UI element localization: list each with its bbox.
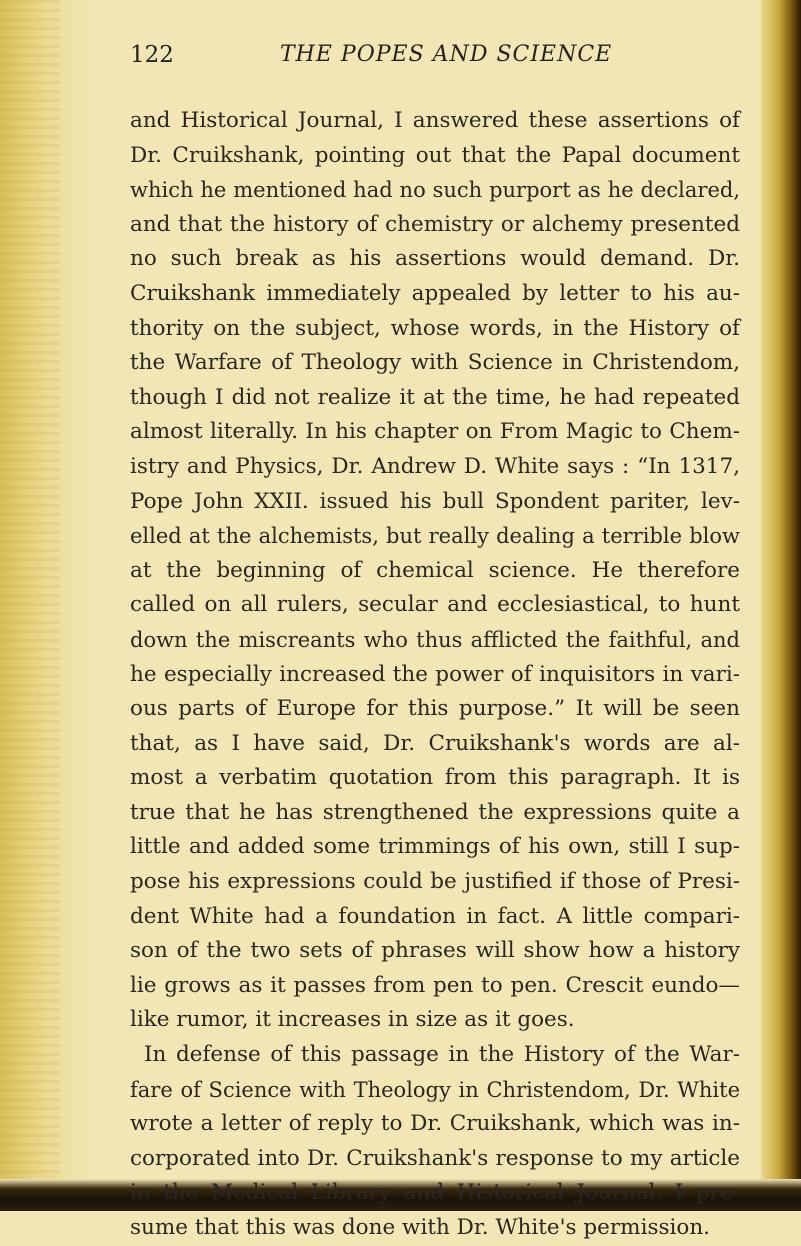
- text-line: istry and Physics, Dr. Andrew D. White says : “In 1317,: [130, 453, 740, 479]
- text-line: true that he has strengthened the expressions quite a: [130, 799, 740, 825]
- text-line: though I did not realize it at the time, he had repeated: [130, 384, 740, 410]
- book-spine-edge: [761, 0, 801, 1211]
- text-line: like rumor, it increases in size as it goes.: [130, 1007, 575, 1033]
- text-line: he especially increased the power of inquisitors in vari-: [130, 661, 740, 687]
- text-line: and that the history of chemistry or alchemy presented: [130, 211, 740, 237]
- text-line: little and added some trimmings of his own, still I sup-: [130, 834, 740, 860]
- text-line: wrote a letter of reply to Dr. Cruikshank, which was in-: [130, 1111, 740, 1137]
- page-header: [130, 42, 730, 76]
- text-line: called on all rulers, secular and ecclesiastical, to hunt: [130, 592, 740, 618]
- text-line: and Historical Journal, I answered these assertions of: [130, 108, 740, 133]
- text-line: In defense of this passage in the History of the War-: [144, 1042, 740, 1068]
- text-line: dent White had a foundation in fact. A little compari-: [130, 903, 740, 929]
- text-line: that, as I have said, Dr. Cruikshank's words are al-: [130, 730, 740, 756]
- text-line: no such break as his assertions would demand. Dr.: [130, 246, 740, 272]
- text-line: thority on the subject, whose words, in the History of: [130, 315, 740, 341]
- page-left-margin: [0, 0, 100, 1211]
- body-text: [130, 104, 740, 1246]
- text-line: in the Medical Library and Historical Journal. I pre-: [130, 1180, 740, 1206]
- text-line: son of the two sets of phrases will show how a history: [130, 938, 740, 964]
- text-line: down the miscreants who thus afflicted the faithful, and: [130, 627, 740, 652]
- text-line: at the beginning of chemical science. He therefore: [130, 557, 740, 583]
- text-line: almost literally. In his chapter on From Magic to Chem-: [130, 419, 740, 445]
- page-number: 122: [130, 42, 174, 68]
- text-line: Cruikshank immediately appealed by letter to his au-: [130, 280, 740, 306]
- text-line: sume that this was done with Dr. White's permission.: [130, 1215, 711, 1240]
- text-line: pose his expressions could be justified if those of Presi-: [130, 869, 740, 895]
- text-line: fare of Science with Theology in Christendom, Dr. White: [130, 1077, 740, 1102]
- text-line: Pope John XXII. issued his bull Spondent pariter, lev-: [130, 488, 740, 514]
- text-line: the Warfare of Theology with Science in Christendom,: [130, 350, 740, 376]
- text-line: elled at the alchemists, but really dealing a terrible blow: [130, 524, 740, 549]
- text-line: which he mentioned had no such purport as he declared,: [130, 178, 740, 203]
- text-line: most a verbatim quotation from this paragraph. It is: [130, 765, 740, 791]
- text-line: corporated into Dr. Cruikshank's response to my article: [130, 1145, 740, 1171]
- text-line: ous parts of Europe for this purpose.” It will be seen: [130, 696, 740, 722]
- text-line: Dr. Cruikshank, pointing out that the Papal document: [130, 142, 740, 168]
- running-head: THE POPES AND SCIENCE: [280, 42, 613, 67]
- text-line: lie grows as it passes from pen to pen. Crescit eundo—: [130, 972, 740, 998]
